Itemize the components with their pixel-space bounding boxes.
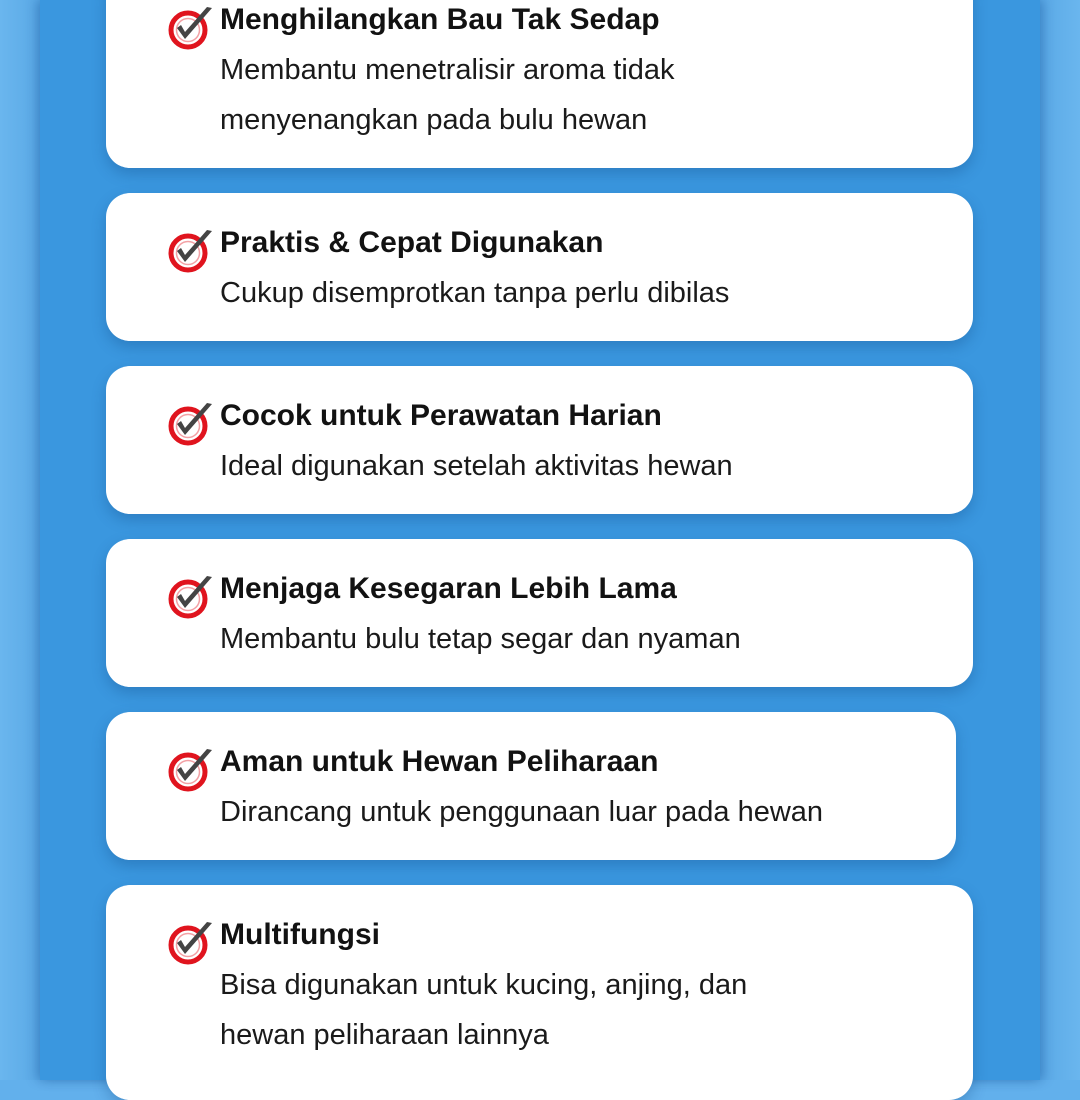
feature-title: Menghilangkan Bau Tak Sedap — [220, 3, 660, 36]
feature-description: hewan peliharaan lainnya — [220, 1019, 549, 1051]
feature-description: Membantu menetralisir aroma tidak — [220, 54, 675, 86]
feature-description: Cukup disemprotkan tanpa perlu dibilas — [220, 277, 730, 309]
feature-description: Membantu bulu tetap segar dan nyaman — [220, 623, 741, 655]
feature-description: menyenangkan pada bulu hewan — [220, 104, 648, 136]
background-left — [0, 0, 40, 1080]
check-circle-icon — [168, 573, 216, 621]
feature-description: Ideal digunakan setelah aktivitas hewan — [220, 450, 733, 482]
feature-title: Multifungsi — [220, 918, 380, 951]
feature-card — [106, 0, 973, 168]
feature-title: Praktis & Cepat Digunakan — [220, 226, 604, 259]
feature-card — [106, 366, 973, 514]
feature-title: Aman untuk Hewan Peliharaan — [220, 745, 659, 778]
background-right — [1040, 0, 1080, 1080]
feature-description: Dirancang untuk penggunaan luar pada hewan — [220, 796, 824, 828]
check-circle-icon — [168, 746, 216, 794]
check-circle-icon — [168, 400, 216, 448]
check-circle-icon — [168, 4, 216, 52]
check-circle-icon — [168, 919, 216, 967]
feature-card — [106, 885, 973, 1100]
feature-card — [106, 712, 956, 860]
feature-description: Bisa digunakan untuk kucing, anjing, dan — [220, 969, 748, 1001]
feature-title: Cocok untuk Perawatan Harian — [220, 399, 662, 432]
feature-title: Menjaga Kesegaran Lebih Lama — [220, 572, 677, 605]
check-circle-icon — [168, 227, 216, 275]
feature-card — [106, 539, 973, 687]
feature-card — [106, 193, 973, 341]
